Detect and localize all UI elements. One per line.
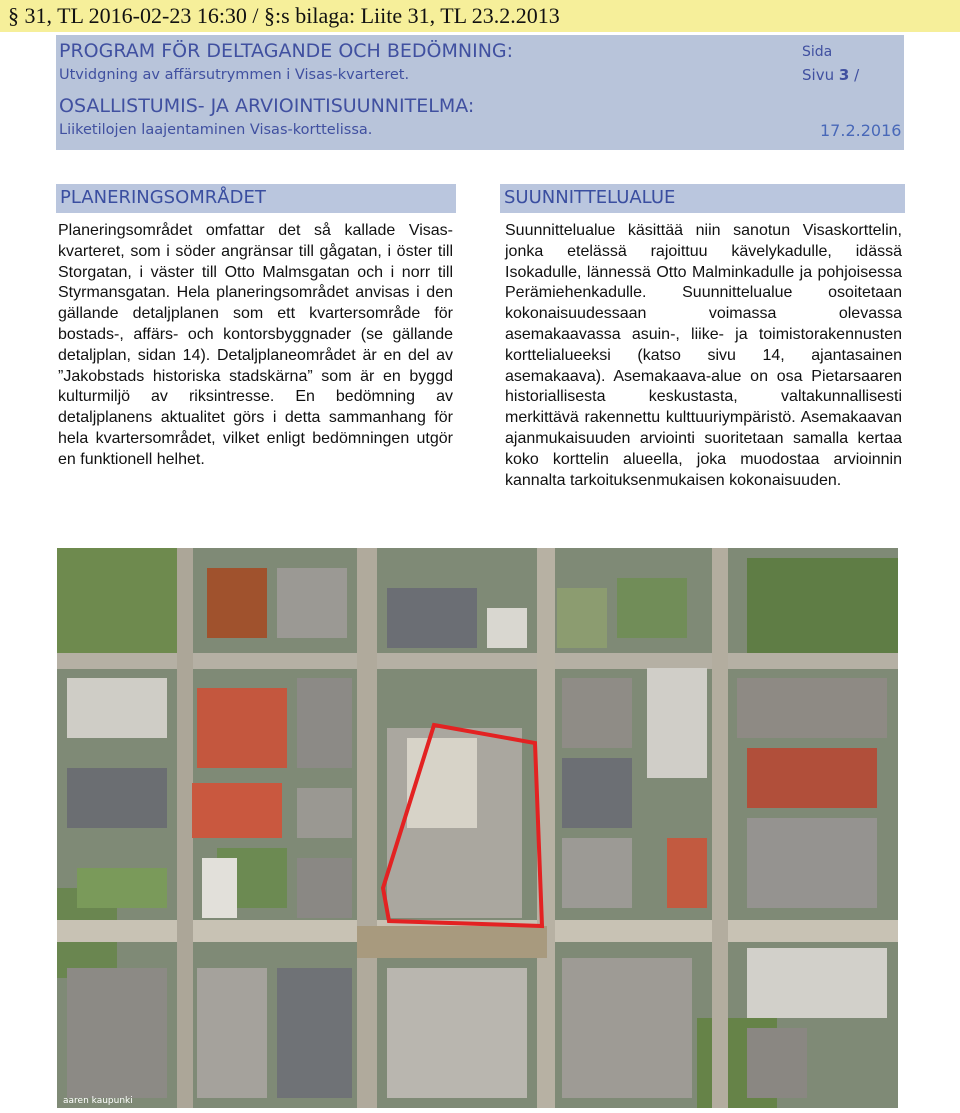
page-label-fi: Sivu xyxy=(802,66,835,84)
header-title-fi: OSALLISTUMIS- JA ARVIOINTISUUNNITELMA: xyxy=(59,95,475,117)
header-subtitle-sv: Utvidgning av affärsutrymmen i Visas-kvarteret. xyxy=(59,67,410,83)
page-number: 3 xyxy=(838,66,850,84)
appendix-banner xyxy=(0,0,960,32)
appendix-banner-text: § 31, TL 2016-02-23 16:30 / §:s bilaga: Liite 31, TL 23.2.2013 xyxy=(8,3,560,28)
section-heading-fi xyxy=(500,184,905,213)
section-title-sv: PLANERINGSOMRÅDET xyxy=(60,187,266,208)
document-date: 17.2.2016 xyxy=(820,121,902,140)
page-separator: / xyxy=(854,66,860,84)
photo-credit: aaren kaupunki xyxy=(63,1096,133,1106)
section-title-fi: SUUNNITTELUALUE xyxy=(504,187,676,208)
header-title-sv: PROGRAM FÖR DELTAGANDE OCH BEDÖMNING: xyxy=(59,40,514,62)
section-body-sv: Planeringsområdet omfattar det så kallade Visaskvarteret, som i söder angränsar till gågatan, i öster till Storgatan, i väster till Otto Malmsgatan och i norr till Styrmansgatan. Hela planeringsområdet anvisas i den gällande detaljplanen som ett kvartersområde för bostads-, affärs- och kontorsbyggnader (se gällande detaljplan, sidan 14). Detaljplaneområdet är en del av ”Jakobstads historiska stadskärna” som är en byggd kulturmiljö av riksintresse. En bedömning av detaljplanens aktualitet görs i detta sammanhang för hela kvartersområdet, vilket enligt bedömningen utgör en funktionell helhet. xyxy=(58,222,453,468)
section-body-fi: Suunnittelualue käsittää niin sanotun Visaskorttelin, jonka etelässä rajoittuu kävelykadulle, idässä Isokadulle, lännessä Otto Malminkadulle ja pohjoisessa Perämiehenkadulle. Suunnittelualue osoitetaan kokonaisuudessaan voimassa olevassa asemakaavassa asuin-, liike- ja toimistorakennusten korttelialueeksi (katso sivu 14, ajantasainen asemakaava). Asemakaava-alue on osa Pietarsaaren historiallisesta keskustasta, valtakunnallisesti merkittävä rakennettu kulttuuriympäristö. Asemakaavan ajanmukaisuuden arviointi suoritetaan samalla kertaa koko korttelin alueella, joka muodostaa arvioinnin kannalta tarkoituksenmukaisen kokonaisuuden. xyxy=(505,222,902,489)
header-subtitle-fi: Liiketilojen laajentaminen Visas-korttelissa. xyxy=(59,122,373,138)
page-indicator xyxy=(802,66,859,84)
document-header xyxy=(56,35,904,150)
aerial-photo-image xyxy=(57,548,898,1108)
aerial-photo xyxy=(57,548,898,1108)
page-label-sv: Sida xyxy=(802,44,833,60)
section-heading-sv xyxy=(56,184,456,213)
